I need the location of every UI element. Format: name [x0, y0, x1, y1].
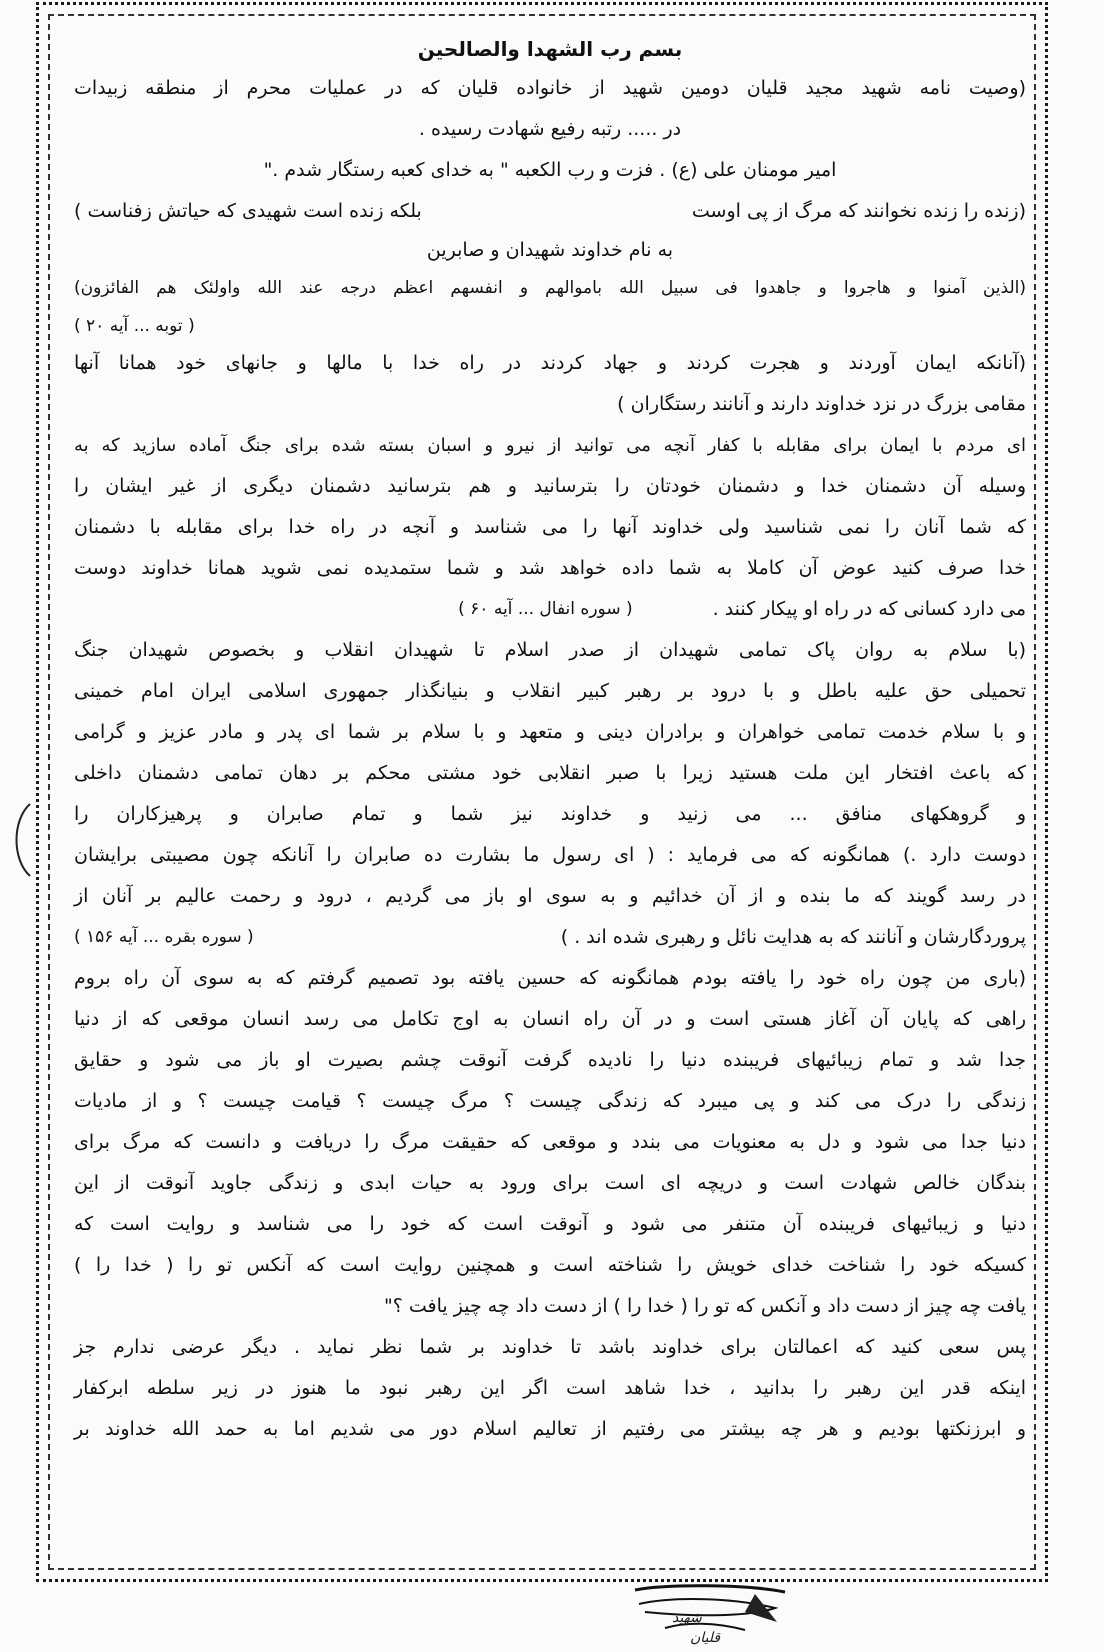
text-line: دنیا و زیبائیهای فریبنده آن متنفر می شود و آنوقت است که خود را می شناسد و روایت است که: [74, 1213, 1026, 1235]
text-line: و گروهکهای منافق ... می زنید و خداوند نیز شما و تمام صابران و پرهیزکاران را: [74, 803, 1026, 825]
text-line: (باری من چون راه خود را یافته بودم همانگونه که حسین یافته بود تصمیم گرفتم که به سوی آن راه بروم: [74, 967, 1026, 989]
text-line: (آنانکه ایمان آوردند و هجرت کردند و جهاد کردند در راه خدا با مالها و جانهای خود همانا آنها: [74, 352, 1026, 374]
stamp-label: قلیان: [690, 1630, 721, 1646]
text-line: یافت چه چیز از دست داد و آنکس که تو را ( خدا را ) از دست داد چه چیز یافت ؟": [384, 1295, 1026, 1317]
verse-reference: ( سوره بقره ... آیه ۱۵۶ ): [74, 927, 254, 947]
verse-reference: ( سوره انفال ... آیه ۶۰ ): [458, 599, 633, 619]
poem-hemistich-right: (زنده را زنده نخوانند که مرگ از پی اوست: [691, 200, 1026, 222]
text-line-fragment: می دارد کسانی که در راه او پیکار کنند .: [712, 598, 1026, 620]
text-line: و ابرزنکتها بودیم و هر چه بیشتر می رفتیم از تعالیم اسلام دور می شدیم اما به حمد الله خداوند بر: [74, 1418, 1026, 1440]
text-line: زندگی را درک می کند و پی میبرد که زندگی چیست ؟ مرگ چیست ؟ قیامت چیست ؟ و از مادیات: [74, 1090, 1026, 1112]
basmala-heading: بسم رب الشهدا والصالحین: [417, 37, 683, 61]
margin-bracket-mark: [6, 800, 36, 880]
intro-line: در ..... رتبه رفیع شهادت رسیده .: [418, 118, 682, 140]
text-line: و با سلام خدمت تمامی خواهران و برادران دینی و متعهد و با سلام بر شما ای پدر و مادر عزیز و گرامی: [74, 721, 1026, 743]
text-line: (با سلام به روان پاک تمامی شهیدان از صدر اسلام تا شهیدان انقلاب و بخصوص شهیدان جنگ: [74, 639, 1026, 661]
verse-reference: ( توبه ... آیه ۲۰ ): [74, 316, 195, 336]
dedication-line: به نام خداوند شهیدان و صابرین: [426, 239, 674, 261]
poem-hemistich-left: بلکه زنده است شهیدی که حیاتش زفناست ): [74, 200, 422, 222]
text-line: که شما آنان را نمی شناسید ولی خداوند آنها را می شناسد و آنچه در راه خدا برای مقابله با دشمنان: [74, 516, 1026, 538]
text-line: که باعث افتخار این ملت هستید زیرا با صبر انقلابی خود مشتی محکم بر دهان تمامی دشمنان داخلی: [74, 762, 1026, 784]
text-line: راهی که پایان آن آغاز هستی است و در آن راه انسان به اوج تکامل می رسد انسان موقعی که از دنیا: [74, 1008, 1026, 1030]
text-line: کسیکه خود را شناخت خدای خویش را شناخته است و همچنین روایت است که آنکس تو را ( خدا را ): [74, 1254, 1026, 1276]
text-line: اینکه قدر این رهبر را بدانید ، خدا شاهد است اگر این رهبر نبود ما هنوز در زیر سلطه ابرکفار: [74, 1377, 1026, 1399]
text-line-fragment: پروردگارشان و آنانند که به هدایت نائل و رهبری شده اند . ): [560, 926, 1026, 948]
text-line: دنیا جدا می شود و دل به معنویات می بندد و موقعی که حقیقت مرگ را دریافت و دانست که مرگ برای: [74, 1131, 1026, 1153]
ali-quote: امیر مومنان علی (ع) . فزت و رب الکعبه " به خدای کعبه رستگار شدم .": [263, 159, 837, 181]
text-line: تحمیلی حق علیه باطل و با درود بر رهبر کبیر انقلاب و بنیانگذار جمهوری اسلامی ایران امام خمینی: [74, 680, 1026, 702]
text-line: وسیله آن دشمنان خدا و دشمنان خودتان را بترسانید و هم بترسانید دشمنان دیگری از غیر ایشان را: [74, 475, 1026, 497]
will-text-body: [70, 30, 1030, 1450]
text-line: در رسد گویند که ما بنده و از آن خدائیم و به سوی او باز می گردیم ، درود و رحمت عالیم بر آنان از: [74, 885, 1026, 907]
stamp-label: شهید: [672, 1610, 702, 1626]
text-line: (الذین آمنوا و هاجروا و جاهدوا فی سبیل الله باموالهم و انفسهم اعظم درجه عند الله واولئک هم الفائزون): [74, 278, 1026, 298]
text-line: بندگان خالص شهادت است و دریچه ای است برای ورود به حیات ابدی و زندگی جاوید آنوقت از این: [74, 1172, 1026, 1194]
text-line: مقامی بزرگ در نزد خداوند دارند و آنانند رستگاران ): [617, 393, 1026, 415]
text-line: ای مردم با ایمان برای مقابله با کفار آنچه می توانید از نیرو و اسبان بسته شده برای جنگ آماده سازید که به: [74, 435, 1026, 456]
text-line: خدا صرف کنید عوض آن کاملا به شما داده خواهد شد و شما ستمدیده نمی شوید همانا خداوند دوست: [74, 557, 1026, 579]
text-line: جدا شد و تمام زیبائیهای فریبنده دنیا را نادیده گرفت آنوقت چشم بصیرت او باز می شود و حقایق: [74, 1049, 1026, 1071]
intro-line: (وصیت نامه شهید مجید قلیان دومین شهید از خانواده قلیان که در عملیات محرم از منطقه زبیدات: [74, 77, 1026, 99]
poem-line: [70, 191, 1030, 232]
text-line: پس سعی کنید که اعمالتان برای خداوند باشد تا خداوند بر شما نظر نماید . دیگر عرضی ندارم جز: [74, 1336, 1026, 1358]
text-line: [70, 917, 1030, 958]
text-line: دوست دارد .) همانگونه که می فرماید : ( ای رسول ما بشارت ده صابران را آنانکه چون مصیبتی برایشان: [74, 844, 1026, 866]
text-line: [70, 589, 1030, 630]
